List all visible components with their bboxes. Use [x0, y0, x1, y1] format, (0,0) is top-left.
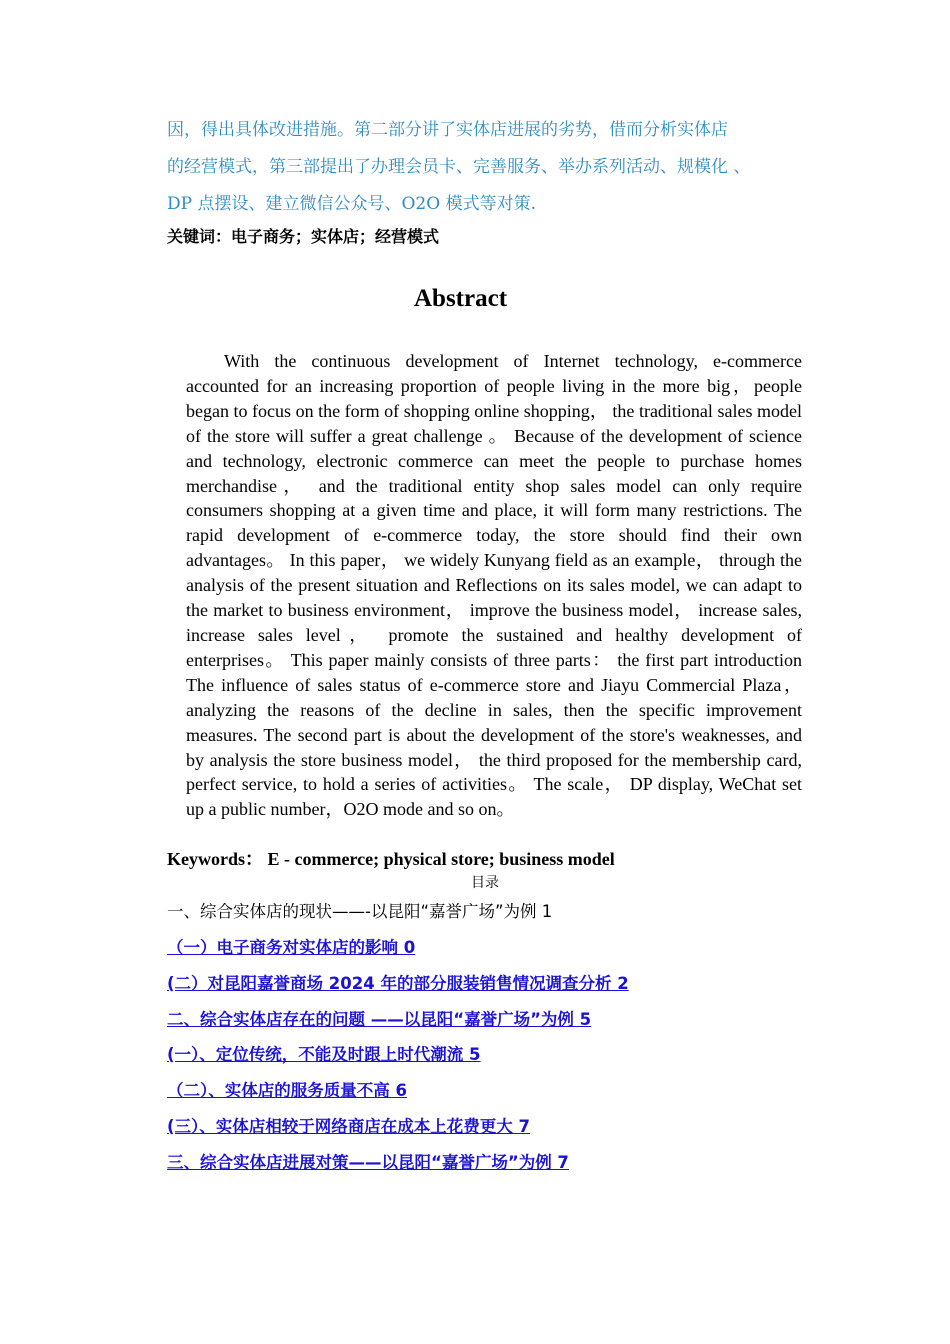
toc-link-2-1[interactable]: (一）、定位传统，不能及时跟上时代潮流 5: [167, 1045, 481, 1064]
toc-heading: 目录: [471, 875, 499, 891]
toc-link-2-3[interactable]: (三）、实体店相较于网络商店在成本上花费更大 7: [167, 1117, 531, 1136]
toc-link-3[interactable]: 三、综合实体店进展对策——以昆阳“嘉誉广场”为例 7: [167, 1153, 569, 1172]
toc-link-1-1[interactable]: （一）电子商务对实体店的影响 0: [167, 938, 416, 957]
abstract-title: Abstract: [413, 285, 508, 312]
toc-link-1-2[interactable]: (二）对昆阳嘉誉商场 2024 年的部分服装销售情况调查分析 2: [167, 974, 629, 993]
english-keywords: Keywords： E - commerce; physical store; business model: [167, 849, 615, 869]
toc-entry-1: 一、综合实体店的现状——-以昆阳“嘉誉广场”为例 1: [167, 902, 553, 921]
toc-link-2[interactable]: 二、综合实体店存在的问题 ——以昆阳“嘉誉广场”为例 5: [167, 1010, 592, 1029]
abstract-body: With the continuous development of Internet technology, e-commerce accounted for an increasing proportion of people living in the more big，people began to focus on the form of shopping online shopping， the traditional sales model of the store will suffer a great challenge 。 Because of the development of science and technology, electronic commerce can meet the people to purchase homes merchandise， and the traditional entity shop sales model can only require consumers shopping at a given time and place, it will form many restrictions. The rapid development of e-commerce today, the store should find their own advantages。 In this paper， we widely Kunyang field as an example， through the analysis of the present situation and Reflections on its sales model, we can adapt to the market to business environment， improve the business model， increase sales, increase sales level， promote the sustained and healthy development of enterprises。 This paper mainly consists of three parts： the first part introduction The influence of sales status of e-commerce store and Jiayu Commercial Plaza， analyzing the reasons of the decline in sales, then the specific improvement measures. The second part is about the development of the store's weaknesses, and by analysis the store business model， the third proposed for the membership card, perfect service, to hold a series of activities。 The scale， DP display, WeChat set up a public number，O2O mode and so on。: [186, 351, 802, 820]
chinese-abstract-line: 因，得出具体改进措施。第二部分讲了实体店进展的劣势，借而分析实体店: [167, 120, 728, 140]
chinese-keywords: 关键词：电子商务；实体店；经营模式: [167, 227, 440, 246]
toc-link-2-2[interactable]: （二）、实体店的服务质量不高 6: [167, 1081, 407, 1100]
chinese-abstract-line: 的经营模式，第三部提出了办理会员卡、完善服务、举办系列活动、规模化 、: [167, 157, 751, 177]
chinese-abstract-line: DP 点摆设、建立微信公众号、O2O 模式等对策.: [167, 194, 536, 214]
chinese-abstract-paragraph: [167, 112, 817, 223]
